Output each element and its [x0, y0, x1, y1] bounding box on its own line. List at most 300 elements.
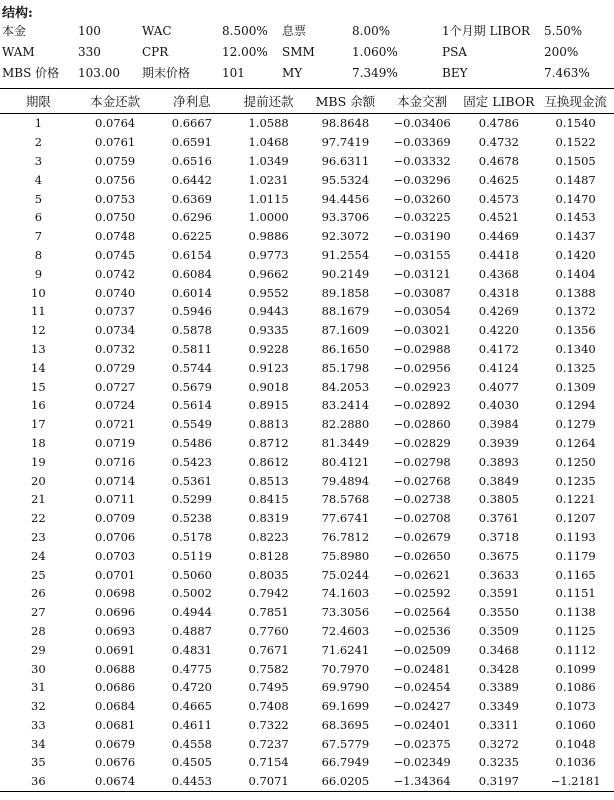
- table-cell: 29: [31, 642, 46, 657]
- table-cell: 98.8648: [321, 116, 370, 131]
- table-cell: 0.9228: [248, 341, 289, 356]
- table-cell: 27: [31, 605, 46, 620]
- table-cell: 0.1388: [555, 285, 596, 300]
- table-cell: 14: [31, 360, 46, 375]
- table-cell: 23: [31, 529, 46, 544]
- table-cell: 0.9773: [248, 247, 289, 262]
- table-cell: 0.4453: [171, 774, 212, 789]
- table-cell: 0.0698: [95, 586, 136, 601]
- table-cell: 0.4318: [478, 285, 519, 300]
- table-cell: 0.4368: [478, 266, 519, 281]
- table-cell: 34: [31, 736, 46, 751]
- table-cell: 0.3633: [478, 567, 519, 582]
- table-cell: 3: [34, 153, 43, 168]
- table-cell: 0.0719: [95, 435, 136, 450]
- table-cell: 21: [31, 492, 46, 507]
- table-cell: 0.1279: [555, 417, 596, 432]
- table-cell: 0.5299: [171, 492, 212, 507]
- table-cell: 0.5946: [171, 304, 212, 319]
- table-cell: 82.2880: [321, 417, 370, 432]
- table-cell: 1.0349: [248, 153, 289, 168]
- parameter-value: 7.349%: [352, 65, 398, 80]
- table-cell: 84.2053: [321, 379, 370, 394]
- table-cell: 69.1699: [321, 699, 370, 714]
- table-cell: 0.9443: [248, 304, 289, 319]
- table-cell: 0.0674: [95, 774, 136, 789]
- table-cell: 0.3984: [478, 417, 519, 432]
- table-row: [0, 340, 614, 359]
- table-cell: −0.02679: [393, 529, 451, 544]
- table-cell: 0.9335: [248, 323, 289, 338]
- table-cell: 0.1505: [555, 153, 596, 168]
- table-cell: 0.4469: [478, 229, 519, 244]
- table-cell: 0.5679: [171, 379, 212, 394]
- table-cell: 78.5768: [321, 492, 370, 507]
- table-cell: −1.2181: [550, 774, 601, 789]
- table-row: [0, 603, 614, 622]
- table-cell: 0.5002: [171, 586, 212, 601]
- table-cell: 0.5744: [171, 360, 212, 375]
- table-cell: 0.8223: [248, 529, 289, 544]
- table-cell: 0.0688: [95, 661, 136, 676]
- table-header-row: [0, 89, 614, 114]
- table-cell: 0.1207: [555, 511, 596, 526]
- table-cell: 0.1060: [555, 717, 596, 732]
- table-cell: 0.1420: [555, 247, 596, 262]
- table-cell: 0.6225: [171, 229, 212, 244]
- table-row: [0, 208, 614, 227]
- parameter-label: SMM: [282, 44, 315, 59]
- table-cell: 0.7582: [248, 661, 289, 676]
- table-cell: 0.1340: [555, 341, 596, 356]
- table-cell: 0.4720: [171, 680, 212, 695]
- parameters-table: [0, 20, 614, 83]
- table-cell: 66.7949: [321, 755, 370, 770]
- table-cell: 0.9886: [248, 229, 289, 244]
- table-cell: 0.4611: [171, 717, 212, 732]
- table-cell: 0.4269: [478, 304, 519, 319]
- table-row: [0, 415, 614, 434]
- table-cell: 0.5878: [171, 323, 212, 338]
- table-cell: 2: [34, 135, 43, 150]
- table-cell: 0.0753: [95, 191, 136, 206]
- table-cell: 0.7237: [248, 736, 289, 751]
- table-cell: 70.7970: [321, 661, 370, 676]
- parameter-value: 12.00%: [222, 44, 268, 59]
- parameter-label: WAM: [2, 44, 35, 59]
- table-row: [0, 546, 614, 565]
- table-cell: −0.02798: [393, 454, 451, 469]
- table-cell: 1.0468: [248, 135, 289, 150]
- structure-heading: 结构:: [2, 6, 33, 21]
- table-cell: 0.3311: [478, 717, 519, 732]
- table-cell: 5: [34, 191, 43, 206]
- table-cell: 7: [34, 229, 43, 244]
- table-cell: 0.1470: [555, 191, 596, 206]
- table-cell: 86.1650: [321, 341, 370, 356]
- table-cell: 0.3389: [478, 680, 519, 695]
- table-cell: 85.1798: [321, 360, 370, 375]
- table-cell: 0.5811: [171, 341, 212, 356]
- table-cell: 92.3072: [321, 229, 370, 244]
- table-row: [0, 565, 614, 584]
- table-row: [0, 640, 614, 659]
- table-cell: 0.1522: [555, 135, 596, 150]
- table-cell: −0.02401: [393, 717, 451, 732]
- table-cell: 0.1165: [555, 567, 596, 582]
- table-cell: −0.03087: [393, 285, 451, 300]
- table-cell: 6: [34, 210, 43, 225]
- parameter-row: [0, 62, 614, 83]
- table-cell: 28: [31, 623, 46, 638]
- cashflow-table: [0, 88, 614, 792]
- table-cell: 0.3197: [478, 774, 519, 789]
- table-cell: 20: [31, 473, 46, 488]
- parameter-label: 息票: [282, 24, 307, 38]
- table-cell: 0.3591: [478, 586, 519, 601]
- parameter-label: 本金: [2, 24, 27, 38]
- table-cell: 0.1487: [555, 172, 596, 187]
- table-cell: 4: [34, 172, 43, 187]
- table-cell: 0.1453: [555, 210, 596, 225]
- table-cell: 17: [31, 417, 46, 432]
- table-cell: −0.03260: [393, 191, 451, 206]
- column-header: 本金还款: [90, 94, 141, 109]
- table-cell: 0.1325: [555, 360, 596, 375]
- parameter-label: PSA: [442, 44, 467, 59]
- table-cell: 0.3849: [478, 473, 519, 488]
- table-row: [0, 396, 614, 415]
- table-cell: 0.0696: [95, 605, 136, 620]
- table-cell: 69.9790: [321, 680, 370, 695]
- table-cell: −0.03296: [393, 172, 451, 187]
- parameter-value: 200%: [544, 44, 579, 59]
- table-cell: 75.8980: [321, 548, 370, 563]
- parameter-label: 1个月期 LIBOR: [442, 24, 531, 38]
- table-cell: 0.1540: [555, 116, 596, 131]
- table-cell: −0.02988: [393, 341, 451, 356]
- table-cell: 0.9018: [248, 379, 289, 394]
- table-cell: 87.1609: [321, 323, 370, 338]
- table-cell: −0.02375: [393, 736, 451, 751]
- table-cell: 96.6311: [321, 153, 370, 168]
- table-cell: 0.1086: [555, 680, 596, 695]
- table-cell: −0.02892: [393, 398, 451, 413]
- table-row: [0, 471, 614, 490]
- table-cell: 10: [31, 285, 46, 300]
- table-cell: 0.7408: [248, 699, 289, 714]
- table-cell: 0.0750: [95, 210, 136, 225]
- table-cell: 0.4665: [171, 699, 212, 714]
- table-row: [0, 227, 614, 246]
- table-cell: 0.4505: [171, 755, 212, 770]
- table-cell: 1.0115: [248, 191, 289, 206]
- table-cell: 32: [31, 699, 46, 714]
- parameter-value: 8.00%: [352, 23, 391, 38]
- table-cell: 0.5614: [171, 398, 212, 413]
- table-cell: 0.5549: [171, 417, 212, 432]
- table-cell: 22: [31, 511, 46, 526]
- table-cell: 0.4732: [478, 135, 519, 150]
- table-cell: 0.1309: [555, 379, 596, 394]
- table-row: [0, 584, 614, 603]
- table-cell: −0.02860: [393, 417, 451, 432]
- table-cell: 25: [31, 567, 46, 582]
- parameter-label: 期末价格: [142, 66, 191, 80]
- table-cell: 0.4944: [171, 605, 212, 620]
- table-row: [0, 528, 614, 547]
- table-cell: 91.2554: [321, 247, 370, 262]
- table-cell: −0.02349: [393, 755, 451, 770]
- table-cell: −0.03155: [393, 247, 451, 262]
- table-row: [0, 189, 614, 208]
- table-cell: −0.02708: [393, 511, 451, 526]
- parameter-value: 330: [78, 44, 101, 59]
- table-cell: −1.34364: [393, 774, 451, 789]
- table-cell: −0.02923: [393, 379, 451, 394]
- parameter-label: MY: [282, 65, 303, 80]
- parameter-value: 103.00: [78, 65, 120, 80]
- table-row: [0, 246, 614, 265]
- table-cell: 0.0734: [95, 323, 136, 338]
- table-cell: 73.3056: [321, 605, 370, 620]
- table-cell: 0.3718: [478, 529, 519, 544]
- table-cell: 16: [31, 398, 46, 413]
- table-cell: 0.0740: [95, 285, 136, 300]
- table-cell: 0.7942: [248, 586, 289, 601]
- parameter-value: 5.50%: [544, 23, 583, 38]
- column-header: 净利息: [173, 94, 211, 109]
- table-cell: 0.3761: [478, 511, 519, 526]
- table-cell: −0.03054: [393, 304, 451, 319]
- table-cell: 0.1356: [555, 323, 596, 338]
- table-cell: 12: [31, 323, 46, 338]
- table-cell: −0.02621: [393, 567, 451, 582]
- table-cell: 0.6369: [171, 191, 212, 206]
- table-cell: 30: [31, 661, 46, 676]
- table-cell: 0.5486: [171, 435, 212, 450]
- table-cell: 0.9552: [248, 285, 289, 300]
- table-cell: 0.1179: [555, 548, 596, 563]
- column-header: 互换现金流: [544, 94, 607, 109]
- table-cell: 0.7322: [248, 717, 289, 732]
- table-row: [0, 321, 614, 340]
- table-cell: 0.5361: [171, 473, 212, 488]
- table-cell: 66.0205: [321, 774, 370, 789]
- table-row: [0, 133, 614, 152]
- table-cell: 19: [31, 454, 46, 469]
- table-row: [0, 358, 614, 377]
- table-cell: 76.7812: [321, 529, 370, 544]
- table-cell: 0.0745: [95, 247, 136, 262]
- table-cell: 0.5238: [171, 511, 212, 526]
- table-cell: 0.4831: [171, 642, 212, 657]
- table-cell: 0.4030: [478, 398, 519, 413]
- table-row: [0, 452, 614, 471]
- table-row: [0, 490, 614, 509]
- parameter-value: 8.500%: [222, 23, 268, 38]
- parameter-label: BEY: [442, 65, 468, 80]
- table-cell: 95.5324: [321, 172, 370, 187]
- table-cell: 0.8813: [248, 417, 289, 432]
- table-cell: 35: [31, 755, 46, 770]
- table-cell: 0.1073: [555, 699, 596, 714]
- table-cell: 90.2149: [321, 266, 370, 281]
- parameter-value: 1.060%: [352, 44, 398, 59]
- table-cell: 0.0701: [95, 567, 136, 582]
- parameter-label: MBS 价格: [2, 66, 60, 80]
- table-cell: 0.8128: [248, 548, 289, 563]
- table-cell: 0.1437: [555, 229, 596, 244]
- table-cell: 0.0724: [95, 398, 136, 413]
- parameter-row: [0, 41, 614, 62]
- table-cell: 1.0588: [248, 116, 289, 131]
- table-cell: 0.3675: [478, 548, 519, 563]
- table-cell: 0.0732: [95, 341, 136, 356]
- table-cell: 0.0684: [95, 699, 136, 714]
- table-cell: 0.0709: [95, 511, 136, 526]
- table-cell: 0.4573: [478, 191, 519, 206]
- table-cell: −0.02536: [393, 623, 451, 638]
- table-cell: 26: [31, 586, 46, 601]
- table-cell: 83.2414: [321, 398, 370, 413]
- table-cell: 0.6296: [171, 210, 212, 225]
- table-cell: 24: [31, 548, 46, 563]
- column-header: MBS 余额: [315, 94, 376, 109]
- table-cell: 0.4077: [478, 379, 519, 394]
- table-cell: −0.03332: [393, 153, 451, 168]
- table-cell: 71.6241: [321, 642, 370, 657]
- table-cell: 0.1036: [555, 755, 596, 770]
- table-cell: −0.02738: [393, 492, 451, 507]
- table-cell: 0.0721: [95, 417, 136, 432]
- table-cell: 1.0000: [248, 210, 289, 225]
- table-cell: −0.02427: [393, 699, 451, 714]
- table-cell: 15: [31, 379, 46, 394]
- table-cell: 0.7071: [248, 774, 289, 789]
- table-cell: 0.6084: [171, 266, 212, 281]
- table-cell: 0.3272: [478, 736, 519, 751]
- table-cell: 0.0756: [95, 172, 136, 187]
- table-cell: 75.0244: [321, 567, 370, 582]
- table-cell: 0.4678: [478, 153, 519, 168]
- table-row: [0, 434, 614, 453]
- table-cell: 0.3235: [478, 755, 519, 770]
- table-row: [0, 716, 614, 735]
- table-cell: 0.0679: [95, 736, 136, 751]
- table-cell: 0.8319: [248, 511, 289, 526]
- table-cell: 0.6014: [171, 285, 212, 300]
- table-row: [0, 622, 614, 641]
- table-cell: 0.4124: [478, 360, 519, 375]
- table-cell: 33: [31, 717, 46, 732]
- table-cell: 0.4786: [478, 116, 519, 131]
- table-cell: 0.1138: [555, 605, 596, 620]
- table-cell: 89.1858: [321, 285, 370, 300]
- table-cell: 0.0676: [95, 755, 136, 770]
- table-cell: 0.0742: [95, 266, 136, 281]
- table-cell: 9: [34, 266, 43, 281]
- table-cell: 0.0737: [95, 304, 136, 319]
- table-cell: 0.1294: [555, 398, 596, 413]
- table-cell: 0.0703: [95, 548, 136, 563]
- table-cell: 0.7495: [248, 680, 289, 695]
- table-cell: −0.03121: [393, 266, 451, 281]
- table-cell: 0.6516: [171, 153, 212, 168]
- table-row: [0, 697, 614, 716]
- table-cell: 0.1151: [555, 586, 596, 601]
- table-row: [0, 772, 614, 791]
- table-cell: 36: [31, 774, 46, 789]
- table-cell: 0.4220: [478, 323, 519, 338]
- table-cell: 0.8712: [248, 435, 289, 450]
- table-cell: 0.7671: [248, 642, 289, 657]
- table-cell: −0.02564: [393, 605, 451, 620]
- table-cell: 0.8612: [248, 454, 289, 469]
- table-row: [0, 170, 614, 189]
- table-cell: 0.5178: [171, 529, 212, 544]
- table-cell: 67.5779: [321, 736, 370, 751]
- table-cell: 0.0716: [95, 454, 136, 469]
- table-row: [0, 152, 614, 171]
- table-cell: −0.03225: [393, 210, 451, 225]
- table-cell: 0.1372: [555, 304, 596, 319]
- table-cell: 0.0691: [95, 642, 136, 657]
- table-cell: 0.5423: [171, 454, 212, 469]
- table-cell: 0.4558: [171, 736, 212, 751]
- table-cell: 11: [31, 304, 46, 319]
- table-cell: 0.1125: [555, 623, 596, 638]
- column-header: 本金交割: [397, 94, 448, 109]
- table-cell: 0.0729: [95, 360, 136, 375]
- table-cell: 0.0761: [95, 135, 136, 150]
- table-cell: 8: [34, 247, 43, 262]
- table-cell: −0.02768: [393, 473, 451, 488]
- table-cell: 0.1250: [555, 454, 596, 469]
- table-cell: 0.4625: [478, 172, 519, 187]
- table-cell: 97.7419: [321, 135, 370, 150]
- table-row: [0, 114, 614, 133]
- table-cell: 0.9123: [248, 360, 289, 375]
- table-cell: 0.3428: [478, 661, 519, 676]
- table-cell: 0.0693: [95, 623, 136, 638]
- table-cell: 0.8415: [248, 492, 289, 507]
- table-cell: −0.02481: [393, 661, 451, 676]
- table-cell: 0.3939: [478, 435, 519, 450]
- table-cell: 0.4418: [478, 247, 519, 262]
- table-cell: 0.0748: [95, 229, 136, 244]
- table-cell: 0.4521: [478, 210, 519, 225]
- table-cell: 0.0706: [95, 529, 136, 544]
- table-cell: 0.3468: [478, 642, 519, 657]
- table-cell: 0.1112: [555, 642, 596, 657]
- table-cell: 0.5060: [171, 567, 212, 582]
- table-row: [0, 509, 614, 528]
- table-cell: −0.03406: [393, 116, 451, 131]
- table-row: [0, 659, 614, 678]
- table-cell: 0.6667: [171, 116, 212, 131]
- table-cell: 0.0764: [95, 116, 136, 131]
- table-cell: 0.4887: [171, 623, 212, 638]
- table-cell: 0.6591: [171, 135, 212, 150]
- parameter-label: WAC: [142, 23, 172, 38]
- table-cell: 0.1404: [555, 266, 596, 281]
- column-header: 期限: [25, 94, 51, 109]
- parameter-value: 7.463%: [544, 65, 590, 80]
- table-cell: 18: [31, 435, 46, 450]
- table-cell: 0.1235: [555, 473, 596, 488]
- parameter-row: [0, 20, 614, 41]
